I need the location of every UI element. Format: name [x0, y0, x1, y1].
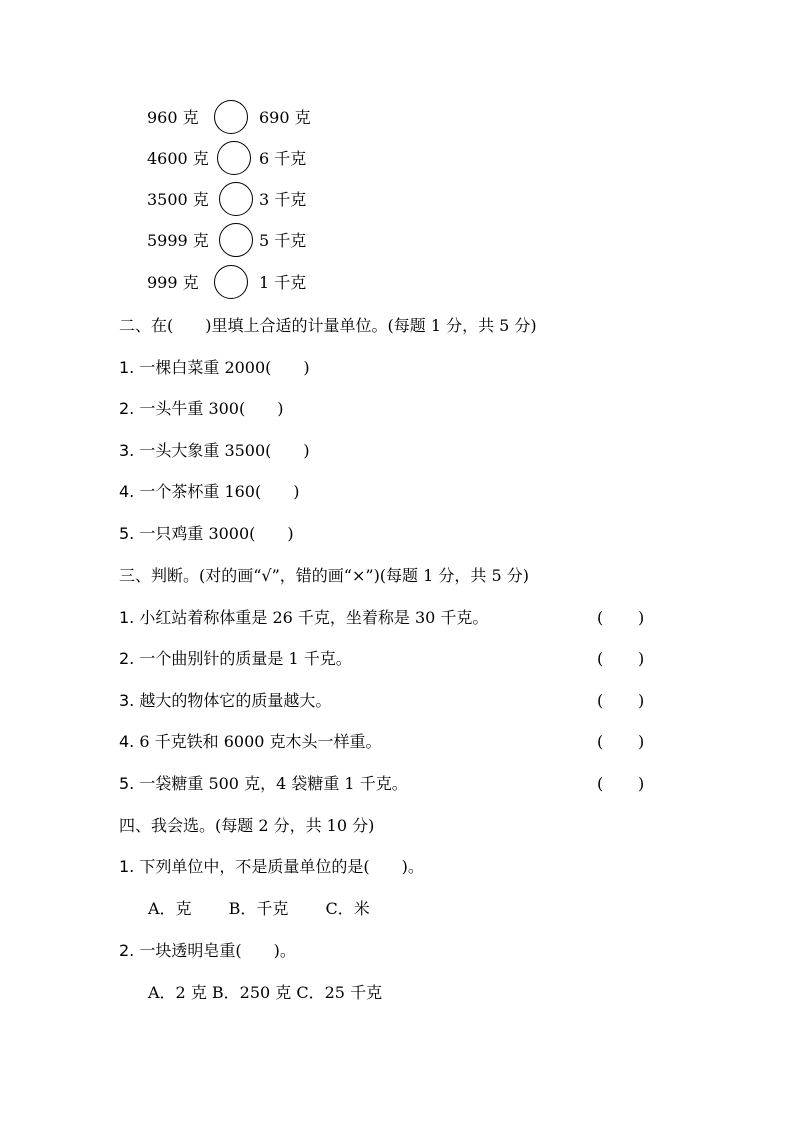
- item-text: 一头大象重 3500( ): [139, 441, 310, 460]
- item-number: 2.: [119, 649, 135, 668]
- answer-circle-1[interactable]: [214, 100, 248, 134]
- section-2-item-4: [119, 482, 299, 502]
- paren-close: ): [638, 649, 645, 668]
- item-text: 一个曲别针的质量是 1 千克。: [139, 649, 352, 668]
- item-number: 5.: [119, 774, 135, 793]
- item-text: 下列单位中，不是质量单位的是( )。: [139, 857, 424, 876]
- item-text: 6 千克铁和 6000 克木头一样重。: [139, 732, 382, 751]
- answer-circle-4[interactable]: [219, 223, 253, 257]
- comparison-right-5: 1 千克: [259, 273, 307, 292]
- comparison-left-5: 999 克: [147, 273, 199, 292]
- answer-circle-2[interactable]: [217, 141, 251, 175]
- paren-open: (: [597, 774, 604, 793]
- section-2-item-5: [119, 524, 294, 544]
- comparison-row-3: [147, 182, 347, 218]
- item-number: 1.: [119, 358, 135, 377]
- comparison-right-4: 5 千克: [259, 231, 307, 250]
- comparison-left-4: 5999 克: [147, 231, 209, 250]
- comparison-left-2: 4600 克: [147, 149, 209, 168]
- item-number: 1.: [119, 857, 135, 876]
- paren-open: (: [597, 649, 604, 668]
- item-number: 4.: [119, 482, 135, 501]
- paren-open: (: [597, 732, 604, 751]
- item-number: 3.: [119, 441, 135, 460]
- paren-open: (: [597, 608, 604, 627]
- item-text: 一个茶杯重 160( ): [139, 482, 300, 501]
- item-text: 一棵白菜重 2000( ): [139, 358, 310, 377]
- comparison-right-1: 690 克: [259, 108, 311, 127]
- section-3-heading: 三、判断。(对的画“√”，错的画“×”)(每题 1 分，共 5 分): [119, 566, 529, 585]
- section-3-item-3: [119, 691, 331, 711]
- section-2-heading: 二、在( )里填上合适的计量单位。(每题 1 分，共 5 分): [119, 316, 537, 335]
- section-3-item-4: [119, 732, 382, 752]
- paren-open: (: [597, 691, 604, 710]
- comparison-row-5: [147, 265, 347, 301]
- section-3-item-5: [119, 774, 408, 794]
- comparison-right-3: 3 千克: [259, 190, 307, 209]
- comparison-row-2: [147, 141, 347, 177]
- section-3-item-1: [119, 608, 488, 628]
- item-text: 越大的物体它的质量越大。: [139, 691, 332, 710]
- item-text: 一只鸡重 3000( ): [139, 524, 294, 543]
- item-text: 一头牛重 300( ): [139, 399, 284, 418]
- item-text: 小红站着称体重是 26 千克，坐着称是 30 千克。: [139, 608, 489, 627]
- answer-circle-5[interactable]: [214, 265, 248, 299]
- comparison-right-2: 6 千克: [259, 149, 307, 168]
- item-number: 2.: [119, 399, 135, 418]
- comparison-left-1: 960 克: [147, 108, 199, 127]
- comparison-row-4: [147, 223, 347, 259]
- item-number: 2.: [119, 941, 135, 960]
- section-4-item-2: [119, 941, 296, 961]
- item-text: 一袋糖重 500 克，4 袋糖重 1 千克。: [139, 774, 408, 793]
- item-number: 5.: [119, 524, 135, 543]
- paren-close: ): [638, 732, 645, 751]
- item-text: 一块透明皂重( )。: [139, 941, 296, 960]
- section-2-item-3: [119, 441, 310, 461]
- comparison-row-1: [147, 100, 347, 136]
- section-4-item-2-options[interactable]: A．2 克 B．250 克 C．25 千克: [148, 983, 383, 1002]
- item-number: 3.: [119, 691, 135, 710]
- paren-close: ): [638, 608, 645, 627]
- paren-close: ): [638, 691, 645, 710]
- answer-circle-3[interactable]: [219, 182, 253, 216]
- section-3-item-2: [119, 649, 352, 669]
- section-4-heading: 四、我会选。(每题 2 分，共 10 分): [119, 816, 375, 835]
- section-4-item-1: [119, 857, 424, 877]
- section-2-item-2: [119, 399, 283, 419]
- comparison-left-3: 3500 克: [147, 190, 209, 209]
- paren-close: ): [638, 774, 645, 793]
- item-number: 4.: [119, 732, 135, 751]
- item-number: 1.: [119, 608, 135, 627]
- section-4-item-1-options[interactable]: A．克 B．千克 C．米: [148, 899, 370, 918]
- section-2-item-1: [119, 358, 310, 378]
